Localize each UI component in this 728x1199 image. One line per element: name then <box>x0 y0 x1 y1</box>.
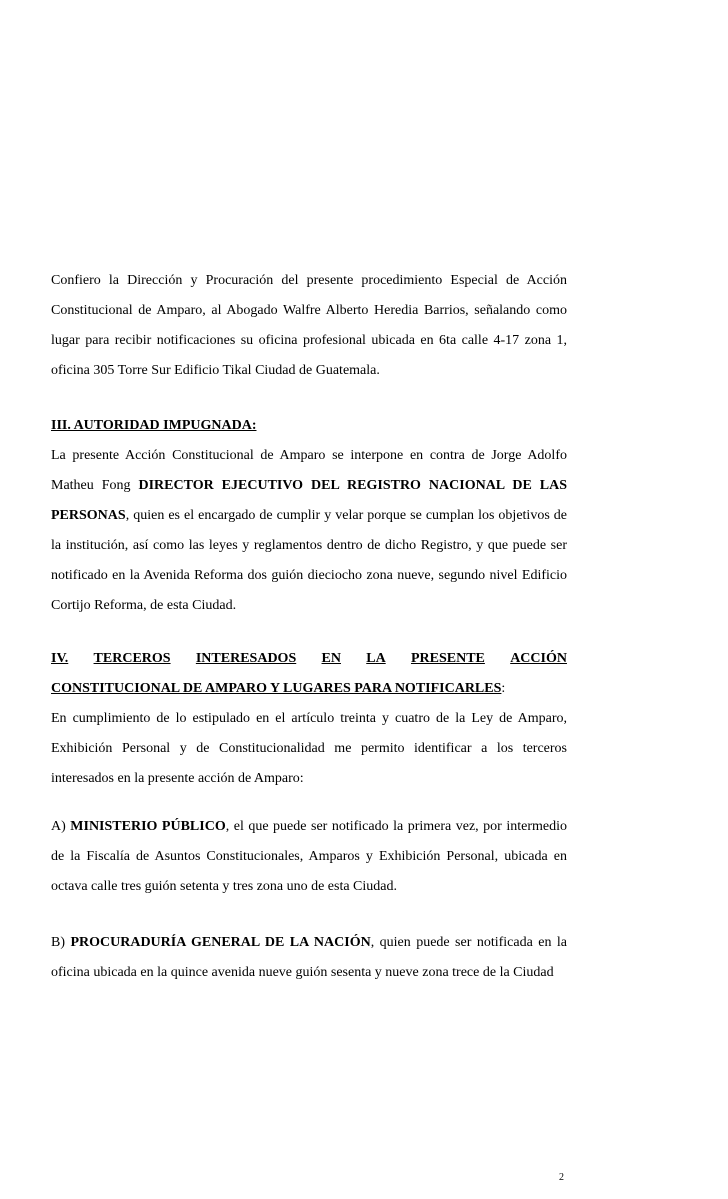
page-number: 2 <box>559 1172 564 1183</box>
bold-procuraduria: PROCURADURÍA GENERAL DE LA NACIÓN <box>70 935 371 950</box>
bold-director-ejecutivo: DIRECTOR EJECUTIVO DEL REGISTRO NACIONAL DE LAS PERSONAS <box>51 478 567 523</box>
paragraph-terceros: En cumplimiento de lo estipulado en el artículo treinta y cuatro de la Ley de Amparo, Exhibición Personal y de Constitucionalidad me permito identificar a los terceros interesados en la presente acción de Amparo: <box>51 711 567 786</box>
heading-terceros-line2: CONSTITUCIONAL DE AMPARO Y LUGARES PARA NOTIFICARLES: <box>51 681 506 696</box>
item-procuraduria: B) PROCURADURÍA GENERAL DE LA NACIÓN, quien puede ser notificada en la oficina ubicada en la quince avenida nueve guión sesenta y nueve zona trece de la Ciudad <box>51 935 567 980</box>
heading-autoridad-impugnada: III. AUTORIDAD IMPUGNADA: <box>51 418 257 433</box>
heading-terceros-line1: IV. TERCEROS INTERESADOS EN LA PRESENTE ACCIÓN <box>51 651 567 666</box>
bold-ministerio-publico: MINISTERIO PÚBLICO <box>70 819 226 834</box>
paragraph-direction: Confiero la Dirección y Procuración del presente procedimiento Especial de Acción Constitucional de Amparo, al Abogado Walfre Alberto Heredia Barrios, señalando como lugar para recibir notificaciones su oficina profesional ubicada en 6ta calle 4-17 zona 1, oficina 305 Torre Sur Edificio Tikal Ciudad de Guatemala. <box>51 273 567 378</box>
paragraph-autoridad: La presente Acción Constitucional de Amparo se interpone en contra de Jorge Adolfo Matheu Fong DIRECTOR EJECUTIVO DEL REGISTRO NACIONAL DE LAS PERSONAS, quien es el encargado de cumplir y velar porque se cumplan los objetivos de la institución, así como las leyes y reglamentos dentro de dicho Registro, y que puede ser notificado en la Avenida Reforma dos guión dieciocho zona nueve, segundo nivel Edificio Cortijo Reforma, de esta Ciudad. <box>51 448 567 613</box>
item-ministerio-publico: A) MINISTERIO PÚBLICO, el que puede ser notificado la primera vez, por intermedio de la Fiscalía de Asuntos Constitucionales, Amparos y Exhibición Personal, ubicada en octava calle tres guión setenta y tres zona uno de esta Ciudad. <box>51 819 567 894</box>
